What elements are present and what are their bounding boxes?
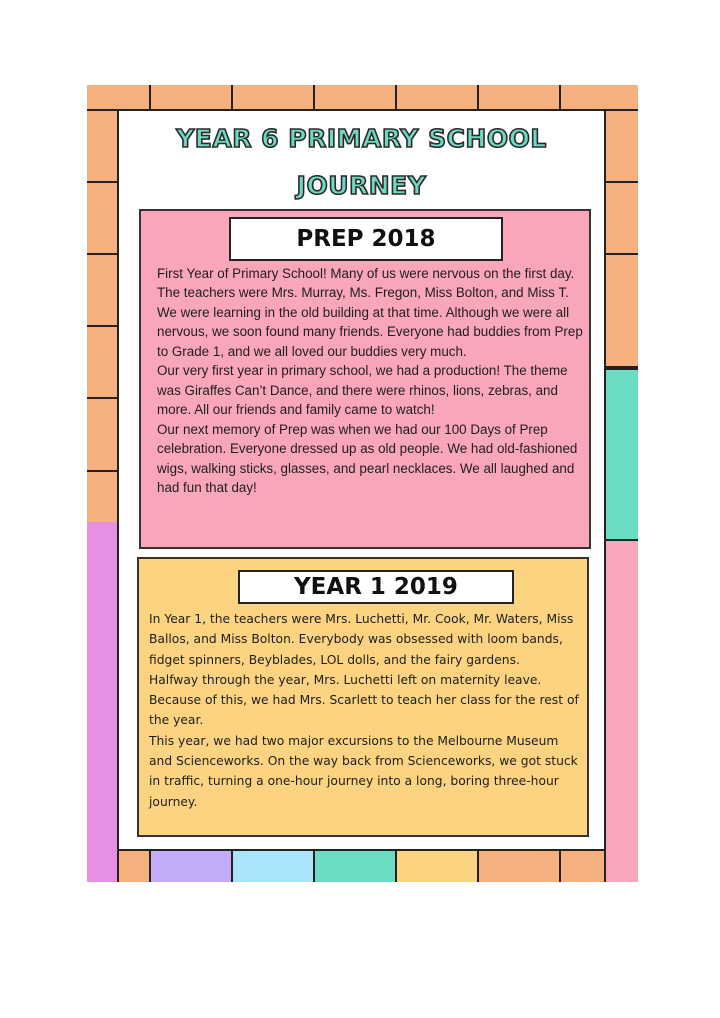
- paragraph: Our next memory of Prep was when we had our 100 Days of Prep celebration. Everyone dressed up as old people. We had old-fashioned wigs, walking sticks, glasses, and pearl necklaces. We all laughed and had fun that day!: [157, 421, 578, 495]
- border-tile: [313, 849, 397, 882]
- section-body: [149, 609, 585, 812]
- section-heading: PREP 2018: [229, 217, 503, 261]
- page-title-line-1: YEAR 6 PRIMARY SCHOOL: [176, 124, 547, 153]
- border-tile: [559, 85, 638, 111]
- border-tile: [87, 181, 119, 255]
- border-tile: [477, 849, 561, 882]
- border-tile: [87, 522, 119, 882]
- border-tile: [604, 253, 638, 368]
- border-tile: [87, 325, 119, 399]
- border-tile: [149, 85, 233, 111]
- border-tile: [149, 849, 233, 882]
- paragraph: This year, we had two major excursions to the Melbourne Museum and Scienceworks. On the way back from Scienceworks, we got stuck in traffic, turning a one-hour journey into a long, boring three-hour journey.: [149, 733, 578, 809]
- section-body: [157, 264, 589, 497]
- paragraph: In Year 1, the teachers were Mrs. Luchetti, Mr. Cook, Mr. Waters, Miss Ballos, and Miss Bolton. Everybody was obsessed with loom bands, fidget spinners, Beyblades, LOL dolls, and the fairy gardens.: [149, 612, 574, 667]
- paragraph: Our very first year in primary school, we had a production! The theme was Giraffes Can’t Dance, and there were rhinos, lions, zebras, and more. All our friends and family came to watch!: [157, 363, 568, 418]
- border-tile: [395, 849, 479, 882]
- border-tile: [604, 539, 638, 882]
- border-tile: [231, 849, 315, 882]
- border-tile: [604, 109, 638, 183]
- paragraph: First Year of Primary School! Many of us were nervous on the first day. The teachers were Mrs. Murray, Ms. Fregon, Miss Bolton, and Miss T. We were learning in the old building at that time. Although we were all nervous, we soon found many friends. Everyone had buddies from Prep to Grade 1, and we all loved our buddies very much.: [157, 266, 583, 359]
- border-tile: [87, 109, 119, 183]
- border-tile: [395, 85, 479, 111]
- page-title-line-2: JOURNEY: [296, 171, 427, 200]
- border-tile: [87, 253, 119, 327]
- border-tile: [604, 368, 638, 541]
- border-tile: [231, 85, 315, 111]
- section-heading: YEAR 1 2019: [238, 570, 514, 604]
- border-tile: [87, 397, 119, 472]
- border-tile: [313, 85, 397, 111]
- border-tile: [477, 85, 561, 111]
- paragraph: Halfway through the year, Mrs. Luchetti left on maternity leave. Because of this, we had Mrs. Scarlett to teach her class for the rest of the year.: [149, 672, 579, 728]
- prep-2018-section: [139, 209, 591, 549]
- border-tile: [604, 181, 638, 255]
- border-tile: [87, 85, 151, 111]
- year-1-2019-section: [137, 557, 589, 837]
